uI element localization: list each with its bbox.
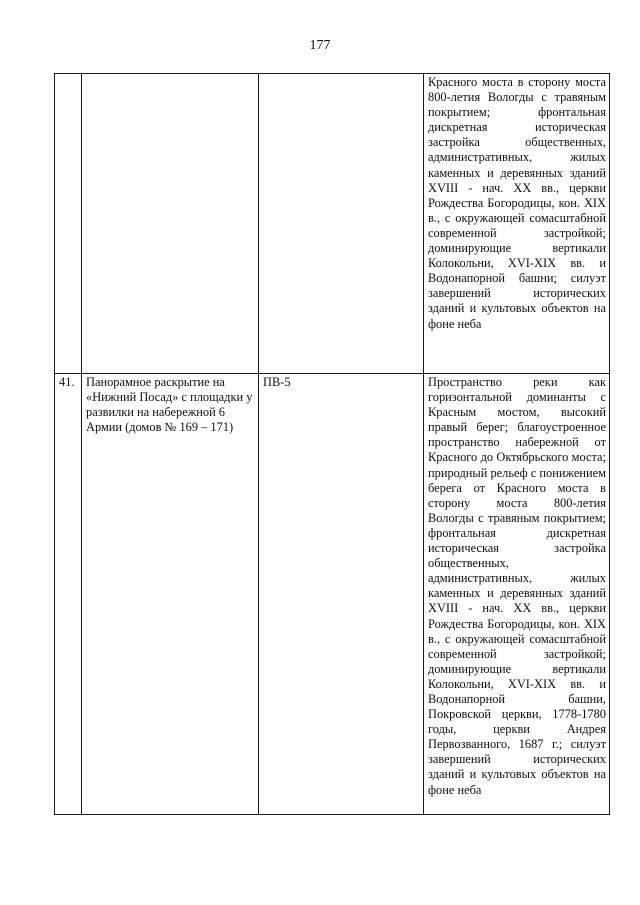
page-number: 177 [309,38,331,53]
row-number [55,74,81,75]
view-code: ПВ-5 [263,375,291,389]
table-row [55,74,610,374]
view-name-cell [82,74,259,374]
view-name-cell [82,374,259,815]
table-row [55,374,610,815]
row-number-cell [55,74,82,374]
row-number-cell [55,374,82,815]
description-text: Красного моста в сторону моста 800-летия Вологды с травяным покрытием; фронтальная дискретная историческая застройка общественных, административных, жилых каменных и деревянных зданий XVIII - нач. XX вв., церкви Рождества Богородицы, кон. XIX в., с окружающей сомасштабной современной застройкой; доминирующие вертикали Колокольни, XVI-XIX вв. и Водонапорной башни; силуэт завершений исторических зданий и культовых объектов на фоне неба [428,75,606,331]
description-cell [424,374,610,815]
view-code [259,74,423,75]
view-name: Панорамное раскрытие на «Нижний Посад» с площадки у развилки на набережной 6 Армии (домов № 169 – 171) [86,375,253,435]
view-name [82,74,258,75]
row-number: 41. [59,375,75,389]
view-code-cell [259,74,424,374]
objects-table [54,73,610,815]
view-code-cell [259,374,424,815]
description-cell [424,74,610,374]
description-text: Пространство реки как горизонтальной доминанты с Красным мостом, высокий правый берег; благоустроенное пространство набережной от Красного до Октябрьского моста; природный рельеф с понижением берега от Красного моста в сторону моста 800-летия Вологды с травяным покрытием; фронтальная дискретная историческая застройка общественных, административных, жилых каменных и деревянных зданий XVIII - нач. XX вв., церкви Рождества Богородицы, кон. XIX в., с окружающей сомасштабной современной застройкой; доминирующие вертикали Колокольни, XVI-XIX вв. и Водонапорной башни, Покровской церкви, 1778-1780 годы, церкви Андрея Первозванного, 1687 г.; силуэт завершений исторических зданий и культовых объектов на фоне неба [428,375,606,797]
